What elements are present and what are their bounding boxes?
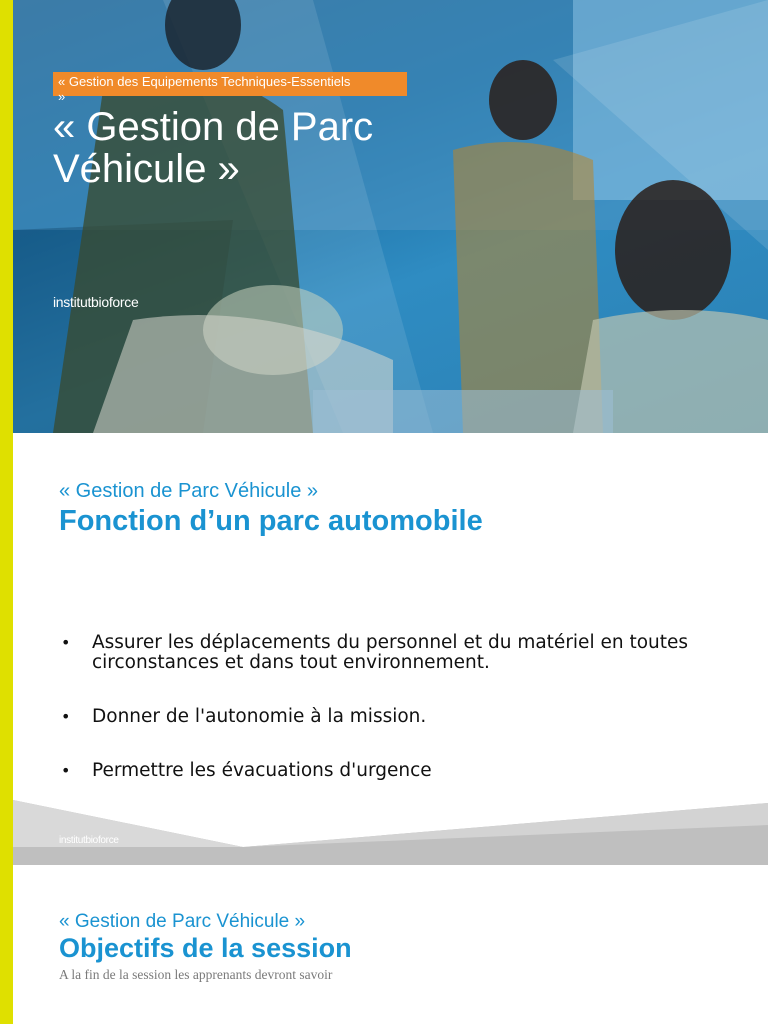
cover-tag-label: « Gestion des Equipements Techniques-Essentiels » [58, 74, 351, 104]
list-item [61, 633, 701, 673]
function-slide [13, 433, 768, 865]
list-item-text: Donner de l'autonomie à la mission. [92, 706, 427, 727]
bullet-icon: • [61, 633, 71, 652]
slide-subtitle: « Gestion de Parc Véhicule » [59, 911, 306, 932]
bullet-icon: • [61, 707, 71, 726]
footer-logo: institutbioforce [59, 835, 119, 846]
slide-description: A la fin de la session les apprenants devront savoir [59, 967, 333, 982]
cover-title: « Gestion de Parc Véhicule » [53, 105, 374, 191]
cover-photo [13, 0, 768, 433]
objectives-slide [13, 865, 768, 1024]
list-item-text: Permettre les évacuations d'urgence [92, 760, 432, 781]
slide-title: Fonction d’un parc automobile [59, 505, 483, 537]
yellow-side-strip [0, 0, 13, 1024]
slide-subtitle: « Gestion de Parc Véhicule » [59, 480, 319, 502]
list-item-text: Assurer les déplacements du personnel et du matériel en toutes circonstances et dans tout environnement. [92, 632, 689, 673]
bullet-icon: • [61, 761, 71, 780]
list-item [61, 761, 701, 781]
list-item [61, 707, 701, 727]
slide-footer-band [13, 785, 768, 865]
cover-slide [13, 0, 768, 433]
slide-title: Objectifs de la session [59, 933, 352, 963]
cover-logo: institutbioforce [53, 294, 139, 310]
